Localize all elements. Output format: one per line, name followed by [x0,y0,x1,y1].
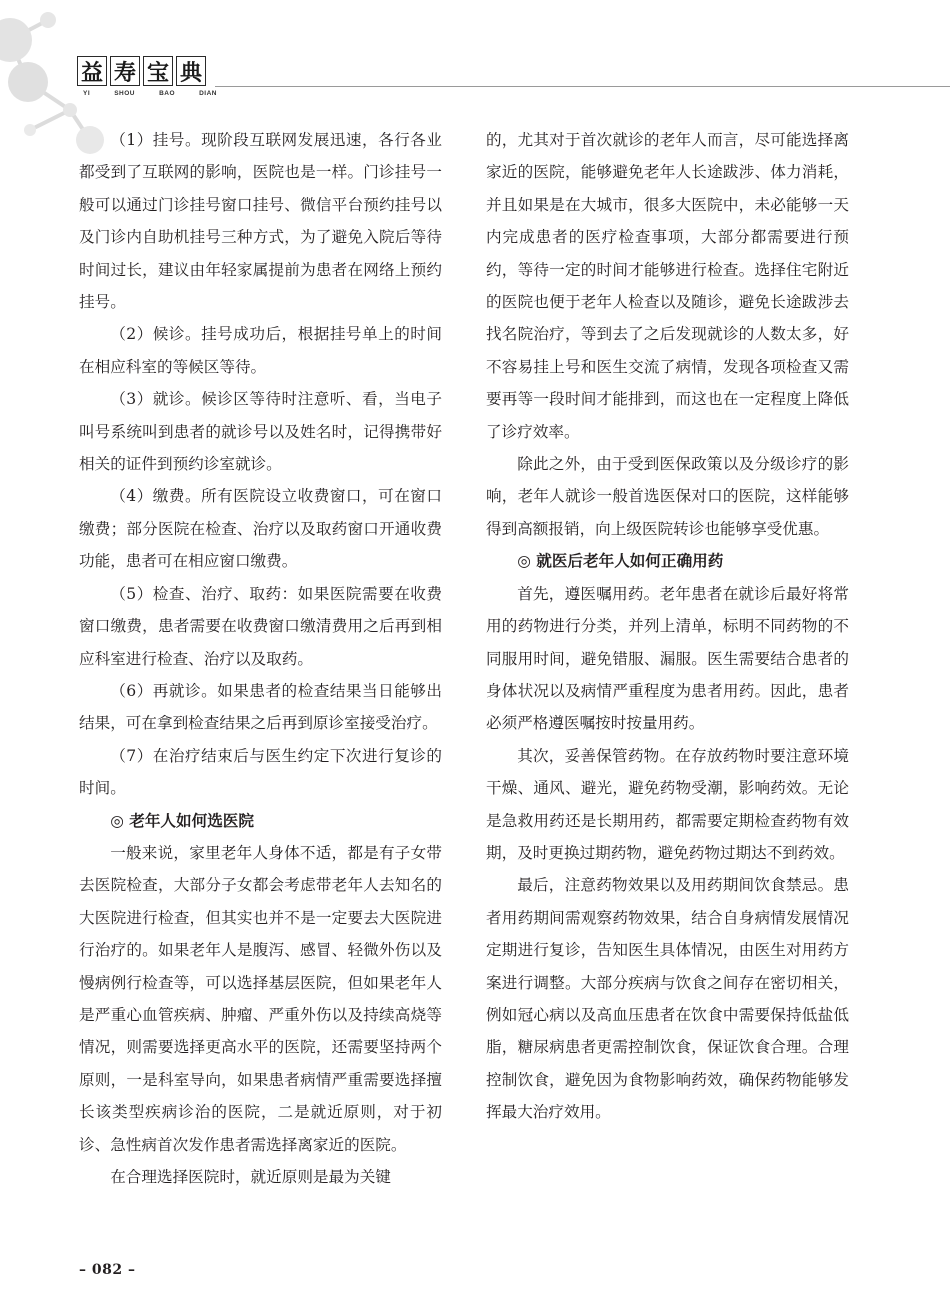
header-rule [215,86,950,87]
paragraph: 在合理选择医院时，就近原则是最为关键 [110,1168,391,1186]
right-column [486,124,849,1129]
logo-title [77,56,217,86]
pinyin-syllable: BAO [159,90,176,97]
paragraph: 最后，注意药物效果以及用药期间饮食禁忌。患者用药期间需观察药物效果，结合自身病情发展情况定期进行复诊，告知医生具体情况，由医生对用药方案进行调整。大部分疾病与饮食之间存在密切相关，例如冠心病以及高血压患者在饮食中需要保持低盐低脂，糖尿病患者更需控制饮食，保证饮食合理。合理控制饮食，避免因为食物影响药效，确保药物能够发挥最大治疗效用。 [486,876,849,1122]
magazine-logo [77,56,217,97]
paragraph: （6）再就诊。如果患者的检查结果当日能够出结果，可在拿到检查结果之后再到原诊室接受治疗。 [79,681,442,733]
paragraph: （5）检查、治疗、取药：如果医院需要在收费窗口缴费，患者需要在收费窗口缴清费用之后再到相应科室进行检查、治疗以及取药。 [79,584,442,668]
section-heading: ◎ 就医后老年人如何正确用药 [517,551,724,571]
paragraph: 其次，妥善保管药物。在存放药物时要注意环境干燥、通风、避光，避免药物受潮，影响药效。无论是急救用药还是长期用药，都需要定期检查药物有效期，及时更换过期药物，避免药物过期达不到药效。 [486,746,849,862]
paragraph: 一般来说，家里老年人身体不适，都是有子女带去医院检查，大部分子女都会考虑带老年人去知名的大医院进行检查，但其实也并不是一定要去大医院进行治疗的。如果老年人是腹泻、感冒、轻微外伤以及慢病例行检查等，可以选择基层医院，但如果老年人是严重心血管疾病、肿瘤、严重外伤以及持续高烧等情况，则需要选择更高水平的医院，还需要坚持两个原则，一是科室导向，如果患者病情严重需要选择擅长该类型疾病诊治的医院，二是就近原则，对于初诊、急性病首次发作患者需选择离家近的医院。 [79,843,442,1154]
logo-char: 宝 [143,56,173,86]
paragraph: （7）在治疗结束后与医生约定下次进行复诊的时间。 [79,746,442,798]
logo-char: 寿 [110,56,140,86]
paragraph: （3）就诊。候诊区等待时注意听、看，当电子叫号系统叫到患者的就诊号以及姓名时，记得携带好相关的证件到预约诊室就诊。 [79,390,442,474]
paragraph-continued: 的，尤其对于首次就诊的老年人而言，尽可能选择离家近的医院，能够避免老年人长途跋涉、体力消耗，并且如果是在大城市，很多大医院中，未必能够一天内完成患者的医疗检查事项，大部分都需要进行预约，等待一定的时间才能够进行检查。选择住宅附近的医院也便于老年人检查以及随诊，避免长途跋涉去找名院治疗，等到去了之后发现就诊的人数太多，好不容易挂上号和医生交流了病情，发现各项检查又需要再等一段时间才能排到，而这也在一定程度上降低了诊疗效率。 [486,131,849,441]
paragraph: 首先，遵医嘱用药。老年患者在就诊后最好将常用的药物进行分类，并列上清单，标明不同药物的不同服用时间，避免错服、漏服。医生需要结合患者的身体状况以及病情严重程度为患者用药。因此，患者必须严格遵医嘱按时按量用药。 [486,584,849,733]
page-number: – 082 – [79,1262,136,1278]
paragraph: （1）挂号。现阶段互联网发展迅速，各行各业都受到了互联网的影响，医院也是一样。门诊挂号一般可以通过门诊挂号窗口挂号、微信平台预约挂号以及门诊内自助机挂号三种方式，为了避免入院后等待时间过长，建议由年轻家属提前为患者在网络上预约挂号。 [79,131,442,312]
pinyin-syllable: DIAN [199,90,217,97]
paragraph: （2）候诊。挂号成功后，根据挂号单上的时间在相应科室的等候区等待。 [79,325,442,376]
left-column [79,124,442,1193]
logo-pinyin [77,90,217,97]
logo-char: 典 [176,56,206,86]
paragraph: 除此之外，由于受到医保政策以及分级诊疗的影响，老年人就诊一般首选医保对口的医院，这样能够得到高额报销，向上级医院转诊也能够享受优惠。 [486,455,849,538]
paragraph: （4）缴费。所有医院设立收费窗口，可在窗口缴费；部分医院在检查、治疗以及取药窗口开通收费功能，患者可在相应窗口缴费。 [79,487,442,571]
pinyin-syllable: YI [83,90,91,97]
section-heading: ◎ 老年人如何选医院 [110,810,254,830]
pinyin-syllable: SHOU [114,90,135,97]
logo-char: 益 [77,56,107,86]
